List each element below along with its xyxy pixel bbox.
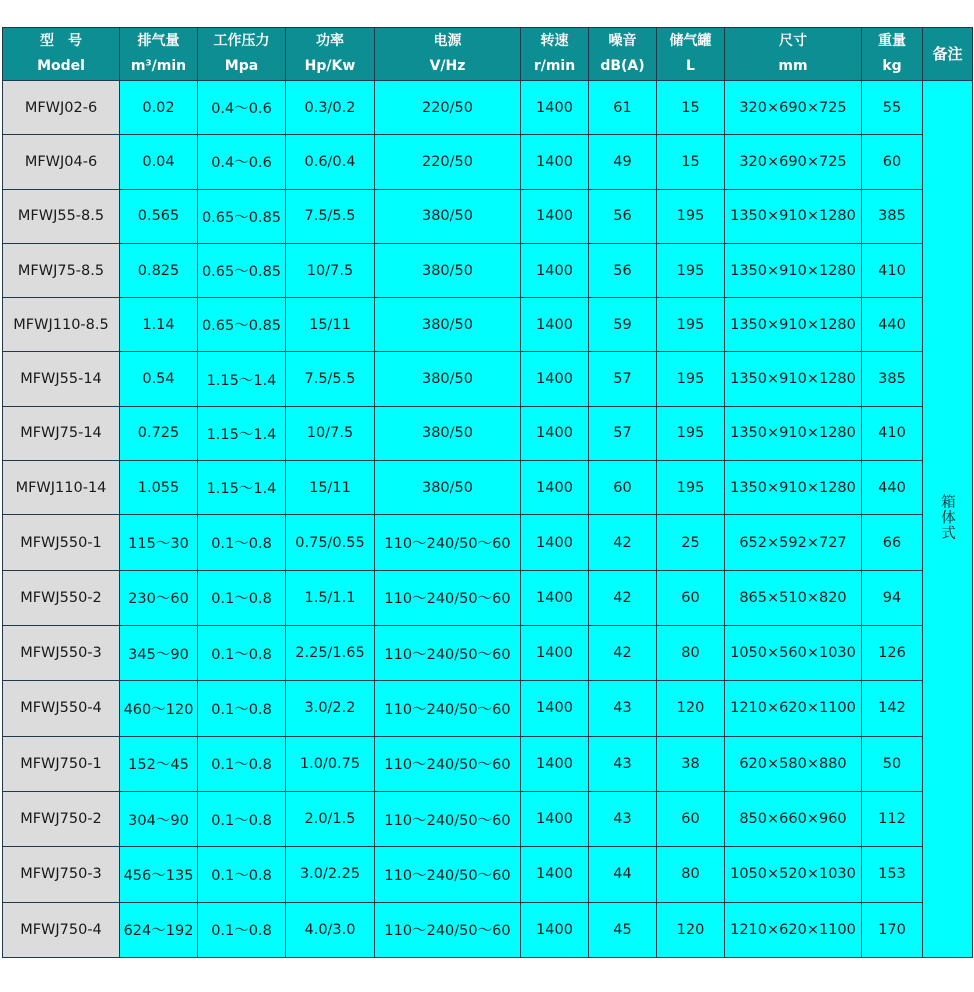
weight-cell: 410 [862,406,923,460]
displacement-cell: 230～60 [120,570,198,625]
header-displacement: 排气量 m³/min [120,28,198,81]
voltage-cell: 380/50 [375,406,521,460]
header-dimensions: 尺寸 mm [725,28,862,81]
power-cell: 1.0/0.75 [286,736,375,791]
power-cell: 3.0/2.2 [286,681,375,736]
displacement-cell: 624～192 [120,902,198,957]
header-pressure: 工作压力 Mpa [198,28,286,81]
tank-cell: 38 [657,736,725,791]
voltage-cell: 110～240/50～60 [375,847,521,902]
dimensions-cell: 1350×910×1280 [725,461,862,515]
weight-cell: 112 [862,791,923,846]
speed-cell: 1400 [521,570,589,625]
tank-cell: 80 [657,626,725,681]
noise-cell: 42 [589,626,657,681]
weight-cell: 410 [862,243,923,297]
voltage-cell: 380/50 [375,352,521,406]
pressure-cell: 0.1～0.8 [198,847,286,902]
model-cell: MFWJ750-3 [3,847,120,902]
noise-cell: 45 [589,902,657,957]
model-cell: MFWJ750-4 [3,902,120,957]
tank-cell: 195 [657,461,725,515]
pressure-cell: 0.65～0.85 [198,298,286,352]
tank-cell: 195 [657,298,725,352]
dimensions-cell: 1050×560×1030 [725,626,862,681]
pressure-cell: 0.4～0.6 [198,81,286,135]
speed-cell: 1400 [521,135,589,189]
voltage-cell: 110～240/50～60 [375,681,521,736]
header-weight: 重量 kg [862,28,923,81]
voltage-cell: 110～240/50～60 [375,515,521,570]
table-row [3,515,973,570]
header-row [3,28,973,81]
voltage-cell: 220/50 [375,81,521,135]
dimensions-cell: 1210×620×1100 [725,902,862,957]
noise-cell: 43 [589,791,657,846]
tank-cell: 195 [657,189,725,243]
weight-cell: 385 [862,189,923,243]
remarks-text: 箱体式 [939,493,955,541]
table-row [3,81,973,135]
speed-cell: 1400 [521,791,589,846]
speed-cell: 1400 [521,406,589,460]
tank-cell: 60 [657,570,725,625]
weight-cell: 142 [862,681,923,736]
tank-cell: 195 [657,352,725,406]
noise-cell: 59 [589,298,657,352]
pressure-cell: 1.15～1.4 [198,461,286,515]
noise-cell: 44 [589,847,657,902]
model-cell: MFWJ550-4 [3,681,120,736]
pressure-cell: 0.1～0.8 [198,570,286,625]
table-row [3,681,973,736]
header-remarks: 备注 [923,28,973,81]
table-row [3,189,973,243]
weight-cell: 94 [862,570,923,625]
remarks-cell [923,81,973,958]
pressure-cell: 0.65～0.85 [198,243,286,297]
displacement-cell: 456～135 [120,847,198,902]
speed-cell: 1400 [521,902,589,957]
speed-cell: 1400 [521,243,589,297]
voltage-cell: 380/50 [375,461,521,515]
noise-cell: 56 [589,189,657,243]
displacement-cell: 345～90 [120,626,198,681]
speed-cell: 1400 [521,189,589,243]
pressure-cell: 0.4～0.6 [198,135,286,189]
voltage-cell: 380/50 [375,243,521,297]
dimensions-cell: 320×690×725 [725,81,862,135]
dimensions-cell: 865×510×820 [725,570,862,625]
table-row [3,135,973,189]
dimensions-cell: 850×660×960 [725,791,862,846]
header-model: 型 号 Model [3,28,120,81]
dimensions-cell: 1350×910×1280 [725,243,862,297]
pressure-cell: 0.1～0.8 [198,515,286,570]
displacement-cell: 0.565 [120,189,198,243]
power-cell: 10/7.5 [286,406,375,460]
noise-cell: 57 [589,352,657,406]
table-row [3,243,973,297]
noise-cell: 42 [589,570,657,625]
weight-cell: 50 [862,736,923,791]
power-cell: 0.3/0.2 [286,81,375,135]
weight-cell: 126 [862,626,923,681]
dimensions-cell: 1350×910×1280 [725,298,862,352]
power-cell: 7.5/5.5 [286,189,375,243]
displacement-cell: 152～45 [120,736,198,791]
tank-cell: 120 [657,681,725,736]
weight-cell: 440 [862,461,923,515]
spec-sheet [2,27,972,958]
power-cell: 4.0/3.0 [286,902,375,957]
voltage-cell: 110～240/50～60 [375,626,521,681]
dimensions-cell: 620×580×880 [725,736,862,791]
dimensions-cell: 1350×910×1280 [725,406,862,460]
noise-cell: 61 [589,81,657,135]
pressure-cell: 1.15～1.4 [198,352,286,406]
voltage-cell: 110～240/50～60 [375,736,521,791]
weight-cell: 60 [862,135,923,189]
table-row [3,406,973,460]
tank-cell: 195 [657,243,725,297]
model-cell: MFWJ110-8.5 [3,298,120,352]
pressure-cell: 0.65～0.85 [198,189,286,243]
noise-cell: 57 [589,406,657,460]
header-noise: 噪音 dB(A) [589,28,657,81]
header-speed: 转速 r/min [521,28,589,81]
dimensions-cell: 1350×910×1280 [725,352,862,406]
power-cell: 2.0/1.5 [286,791,375,846]
displacement-cell: 460～120 [120,681,198,736]
displacement-cell: 0.725 [120,406,198,460]
table-row [3,298,973,352]
weight-cell: 153 [862,847,923,902]
displacement-cell: 115～30 [120,515,198,570]
pressure-cell: 1.15～1.4 [198,406,286,460]
speed-cell: 1400 [521,626,589,681]
speed-cell: 1400 [521,352,589,406]
tank-cell: 195 [657,406,725,460]
dimensions-cell: 1210×620×1100 [725,681,862,736]
displacement-cell: 1.055 [120,461,198,515]
tank-cell: 15 [657,135,725,189]
voltage-cell: 110～240/50～60 [375,902,521,957]
spec-table [2,27,973,958]
speed-cell: 1400 [521,736,589,791]
weight-cell: 385 [862,352,923,406]
displacement-cell: 0.02 [120,81,198,135]
tank-cell: 60 [657,791,725,846]
noise-cell: 43 [589,681,657,736]
power-cell: 15/11 [286,298,375,352]
power-cell: 0.75/0.55 [286,515,375,570]
noise-cell: 60 [589,461,657,515]
pressure-cell: 0.1～0.8 [198,791,286,846]
voltage-cell: 220/50 [375,135,521,189]
model-cell: MFWJ75-14 [3,406,120,460]
tank-cell: 15 [657,81,725,135]
table-row [3,902,973,957]
table-row [3,736,973,791]
speed-cell: 1400 [521,298,589,352]
dimensions-cell: 1050×520×1030 [725,847,862,902]
voltage-cell: 380/50 [375,189,521,243]
model-cell: MFWJ110-14 [3,461,120,515]
model-cell: MFWJ550-3 [3,626,120,681]
header-voltage: 电源 V/Hz [375,28,521,81]
tank-cell: 80 [657,847,725,902]
pressure-cell: 0.1～0.8 [198,681,286,736]
speed-cell: 1400 [521,461,589,515]
model-cell: MFWJ550-1 [3,515,120,570]
tank-cell: 25 [657,515,725,570]
speed-cell: 1400 [521,847,589,902]
table-row [3,626,973,681]
power-cell: 2.25/1.65 [286,626,375,681]
pressure-cell: 0.1～0.8 [198,902,286,957]
displacement-cell: 304～90 [120,791,198,846]
dimensions-cell: 652×592×727 [725,515,862,570]
pressure-cell: 0.1～0.8 [198,626,286,681]
power-cell: 1.5/1.1 [286,570,375,625]
power-cell: 7.5/5.5 [286,352,375,406]
voltage-cell: 110～240/50～60 [375,791,521,846]
table-row [3,352,973,406]
header-tank: 储气罐 L [657,28,725,81]
table-row [3,791,973,846]
weight-cell: 55 [862,81,923,135]
displacement-cell: 1.14 [120,298,198,352]
model-cell: MFWJ75-8.5 [3,243,120,297]
weight-cell: 66 [862,515,923,570]
power-cell: 0.6/0.4 [286,135,375,189]
dimensions-cell: 320×690×725 [725,135,862,189]
pressure-cell: 0.1～0.8 [198,736,286,791]
noise-cell: 43 [589,736,657,791]
model-cell: MFWJ04-6 [3,135,120,189]
power-cell: 10/7.5 [286,243,375,297]
model-cell: MFWJ750-2 [3,791,120,846]
noise-cell: 56 [589,243,657,297]
dimensions-cell: 1350×910×1280 [725,189,862,243]
voltage-cell: 380/50 [375,298,521,352]
model-cell: MFWJ55-8.5 [3,189,120,243]
table-row [3,461,973,515]
displacement-cell: 0.54 [120,352,198,406]
speed-cell: 1400 [521,681,589,736]
displacement-cell: 0.825 [120,243,198,297]
model-cell: MFWJ55-14 [3,352,120,406]
noise-cell: 49 [589,135,657,189]
power-cell: 15/11 [286,461,375,515]
weight-cell: 170 [862,902,923,957]
table-row [3,847,973,902]
model-cell: MFWJ02-6 [3,81,120,135]
noise-cell: 42 [589,515,657,570]
model-cell: MFWJ750-1 [3,736,120,791]
model-cell: MFWJ550-2 [3,570,120,625]
header-power: 功率 Hp/Kw [286,28,375,81]
voltage-cell: 110～240/50～60 [375,570,521,625]
weight-cell: 440 [862,298,923,352]
power-cell: 3.0/2.25 [286,847,375,902]
table-row [3,570,973,625]
speed-cell: 1400 [521,515,589,570]
tank-cell: 120 [657,902,725,957]
spec-table-body [3,81,973,958]
speed-cell: 1400 [521,81,589,135]
displacement-cell: 0.04 [120,135,198,189]
